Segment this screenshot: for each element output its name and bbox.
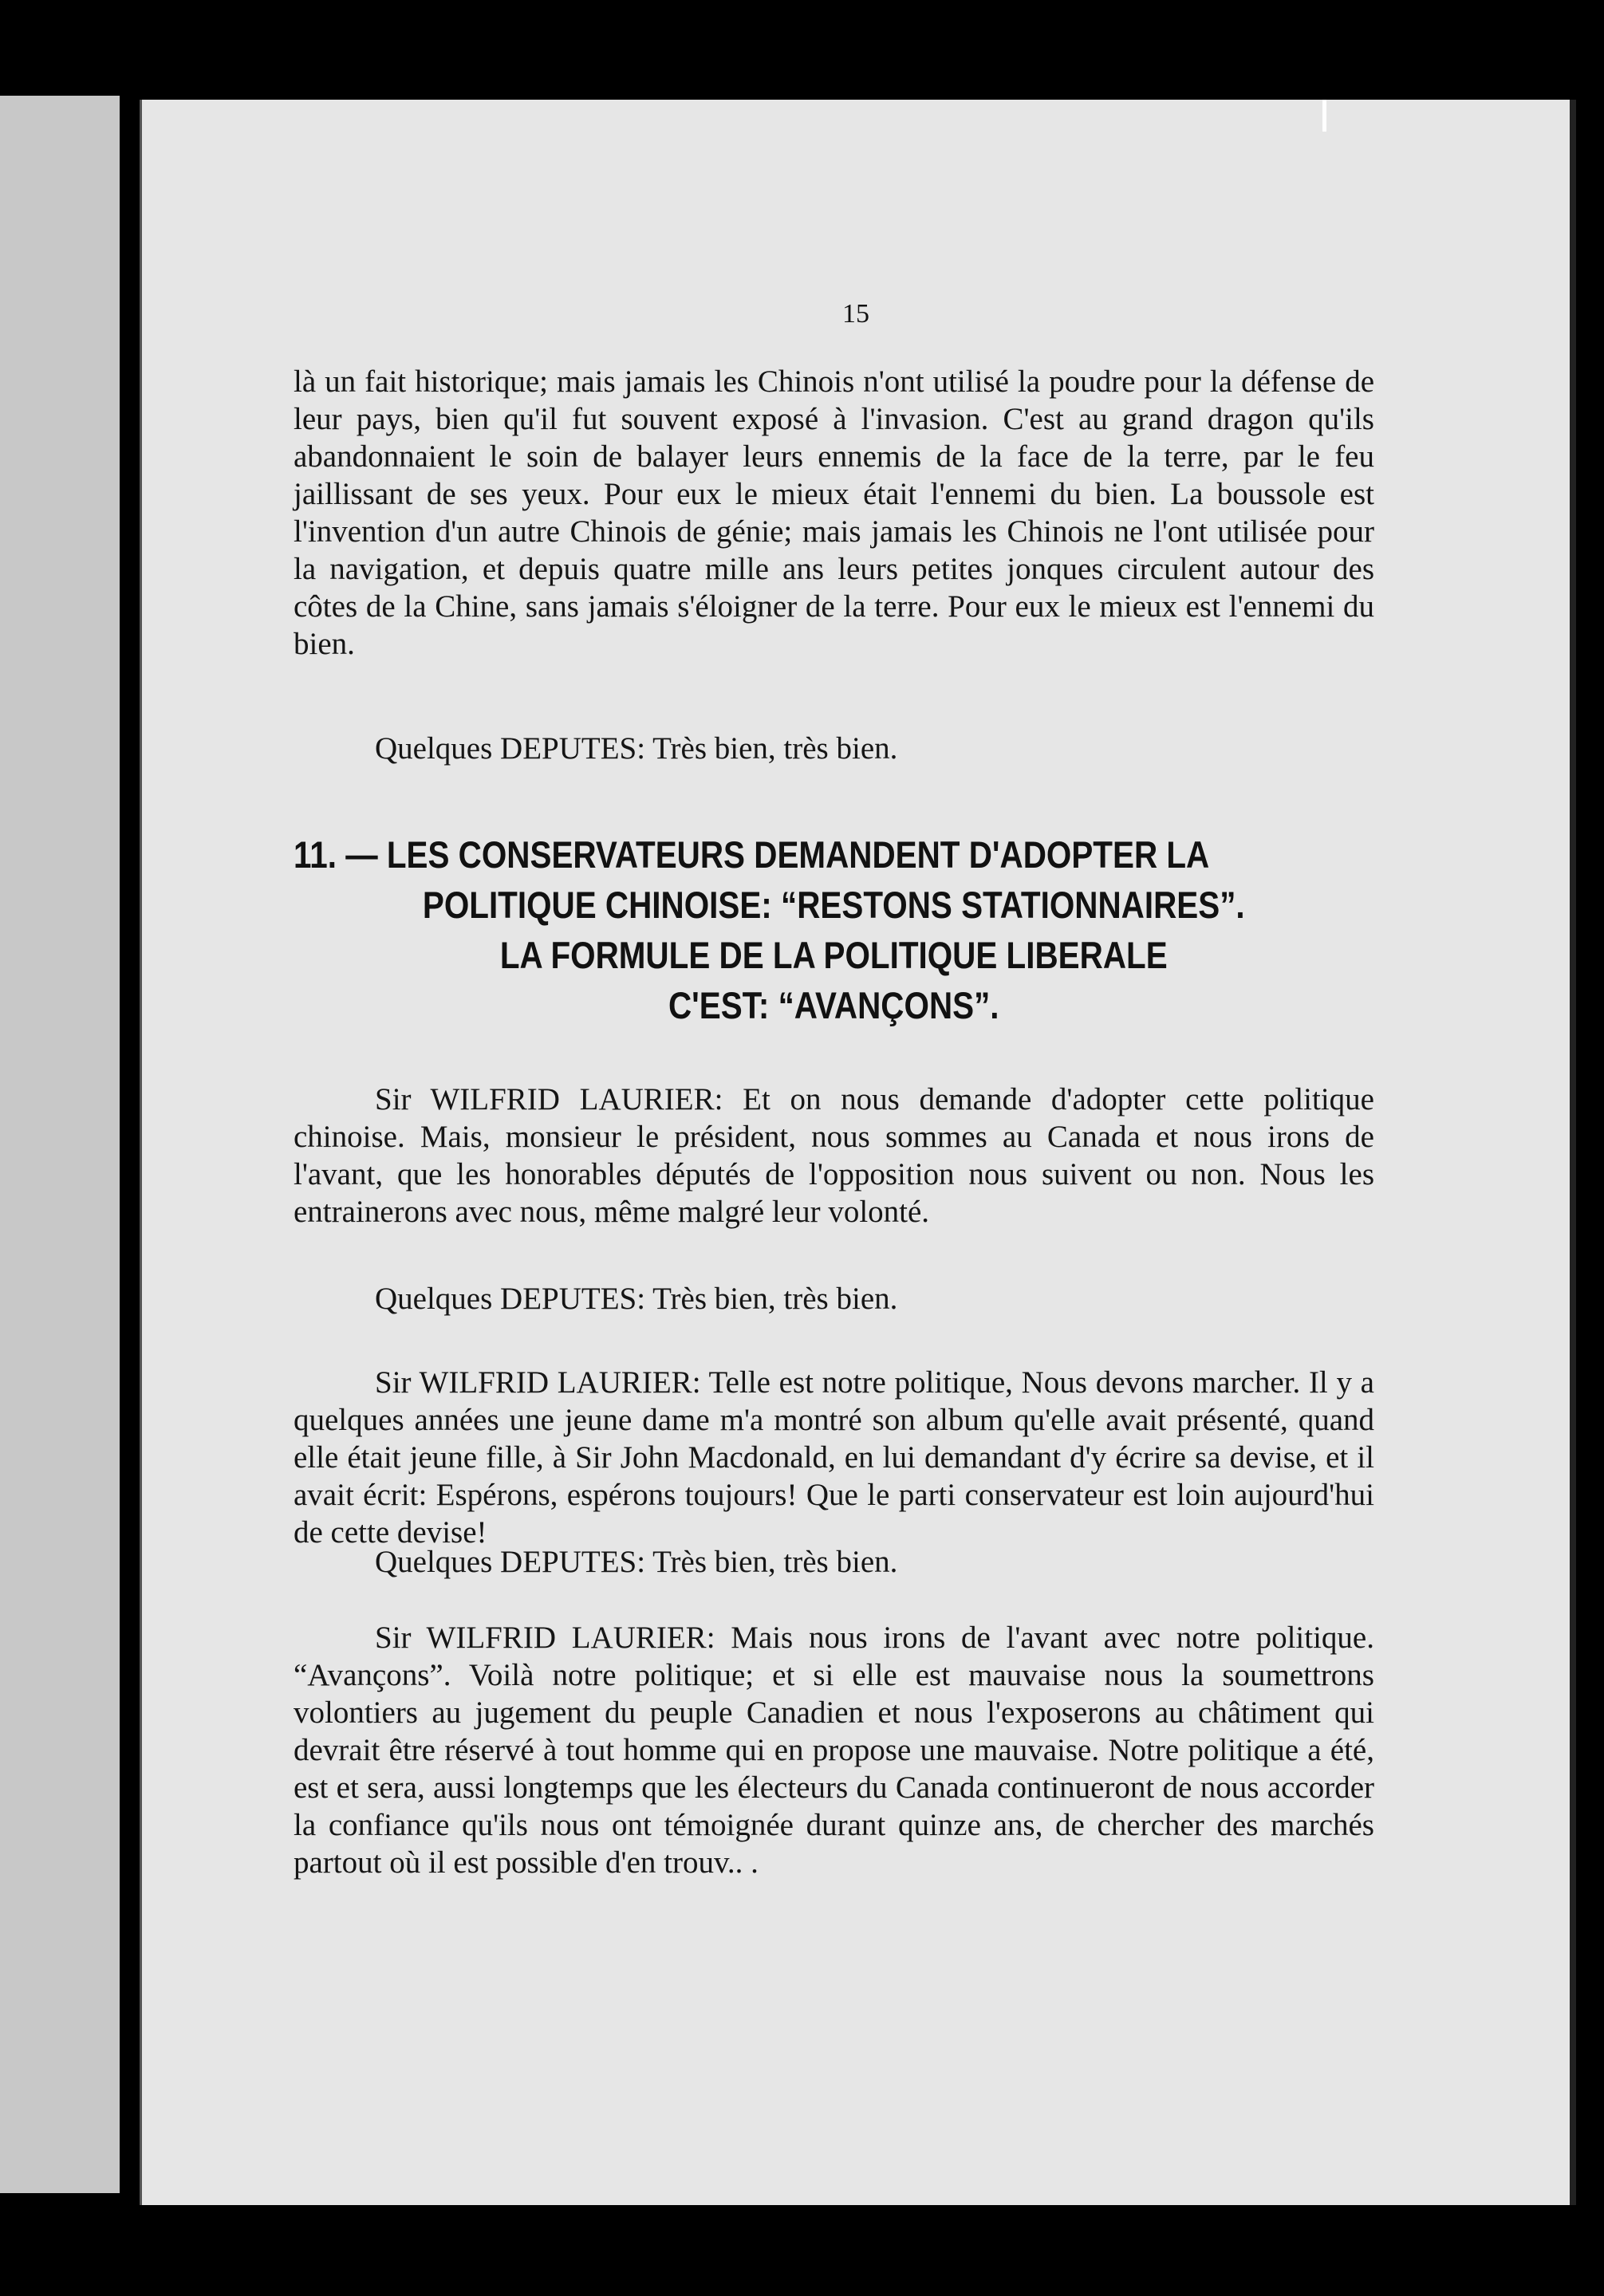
paragraph-4 — [294, 1619, 1374, 1881]
paragraph-1-text: là un fait historique; mais jamais les Chinois n'ont utilisé la poudre pour la défense de leur pays, bien qu'il fut souvent exposé à l'invasion. C'est au grand dragon qu'ils abandonnaient le soin de balayer leurs ennemis de la face de la terre, par le feu jaillissant de ses yeux. Pour eux le mieux était l'ennemi du bien. La boussole est l'invention d'un autre Chinois de génie; mais jamais les Chinois ne l'ont utilisée pour la navigation, et depuis quatre mille ans leurs petites jonques circulent autour des côtes de la Chine, sans jamais s'éloigner de la terre. Pour eux le mieux est l'ennemi du bien. — [294, 364, 1374, 661]
heading-line-4: C'EST: “AVANÇONS”. — [668, 984, 999, 1026]
scan-mark — [1322, 100, 1326, 132]
page-number: 15 — [842, 299, 869, 329]
heading-line-1: 11. — LES CONSERVATEURS DEMANDENT D'ADOPTER LA — [294, 833, 1210, 876]
heading-line-3: LA FORMULE DE LA POLITIQUE LIBERALE — [499, 934, 1168, 976]
paragraph-1 — [294, 363, 1374, 663]
reply-3-text: Quelques DEPUTES: Très bien, très bien. — [375, 1545, 898, 1579]
reply-1-text: Quelques DEPUTES: Très bien, très bien. — [375, 731, 898, 766]
section-heading — [294, 829, 1374, 1030]
adjacent-page-edge — [0, 96, 120, 2193]
paragraph-2-text: Sir WILFRID LAURIER: Et on nous demande d'adopter cette politique chinoise. Mais, monsieur le président, nous sommes au Canada et nous irons de l'avant, que les honorables députés de l'opposition nous suivent ou non. Nous les entrainerons avec nous, même malgré leur volonté. — [294, 1082, 1374, 1229]
reply-1 — [294, 730, 1374, 767]
paragraph-3 — [294, 1364, 1374, 1551]
reply-3 — [294, 1543, 1374, 1581]
paragraph-3-text: Sir WILFRID LAURIER: Telle est notre politique, Nous devons marcher. Il y a quelques années une jeune dame m'a montré son album qu'elle avait présenté, quand elle était jeune fille, à Sir John Macdonald, en lui demandant d'y écrire sa devise, et il avait écrit: Espérons, espérons toujours! Que le parti conservateur est loin aujourd'hui de cette devise! — [294, 1365, 1374, 1550]
reply-2-text: Quelques DEPUTES: Très bien, très bien. — [375, 1282, 898, 1316]
heading-line-2: POLITIQUE CHINOISE: “RESTONS STATIONNAIRES”. — [422, 884, 1245, 926]
document-page — [140, 100, 1576, 2205]
paragraph-2 — [294, 1081, 1374, 1231]
paragraph-4-text: Sir WILFRID LAURIER: Mais nous irons de l'avant avec notre politique. “Avançons”. Voilà notre politique; et si elle est mauvaise nous la soumettrons volontiers au jugement du peuple Canadien et nous l'exposerons au châtiment qui devrait être réservé à tout homme qui en propose une mauvaise. Notre politique a été, est et sera, aussi longtemps que les électeurs du Canada continueront de nous accorder la confiance qu'ils nous ont témoignée durant quinze ans, de chercher des marchés partout où il est possible d'en trouv.. . — [294, 1621, 1374, 1880]
reply-2 — [294, 1280, 1374, 1317]
